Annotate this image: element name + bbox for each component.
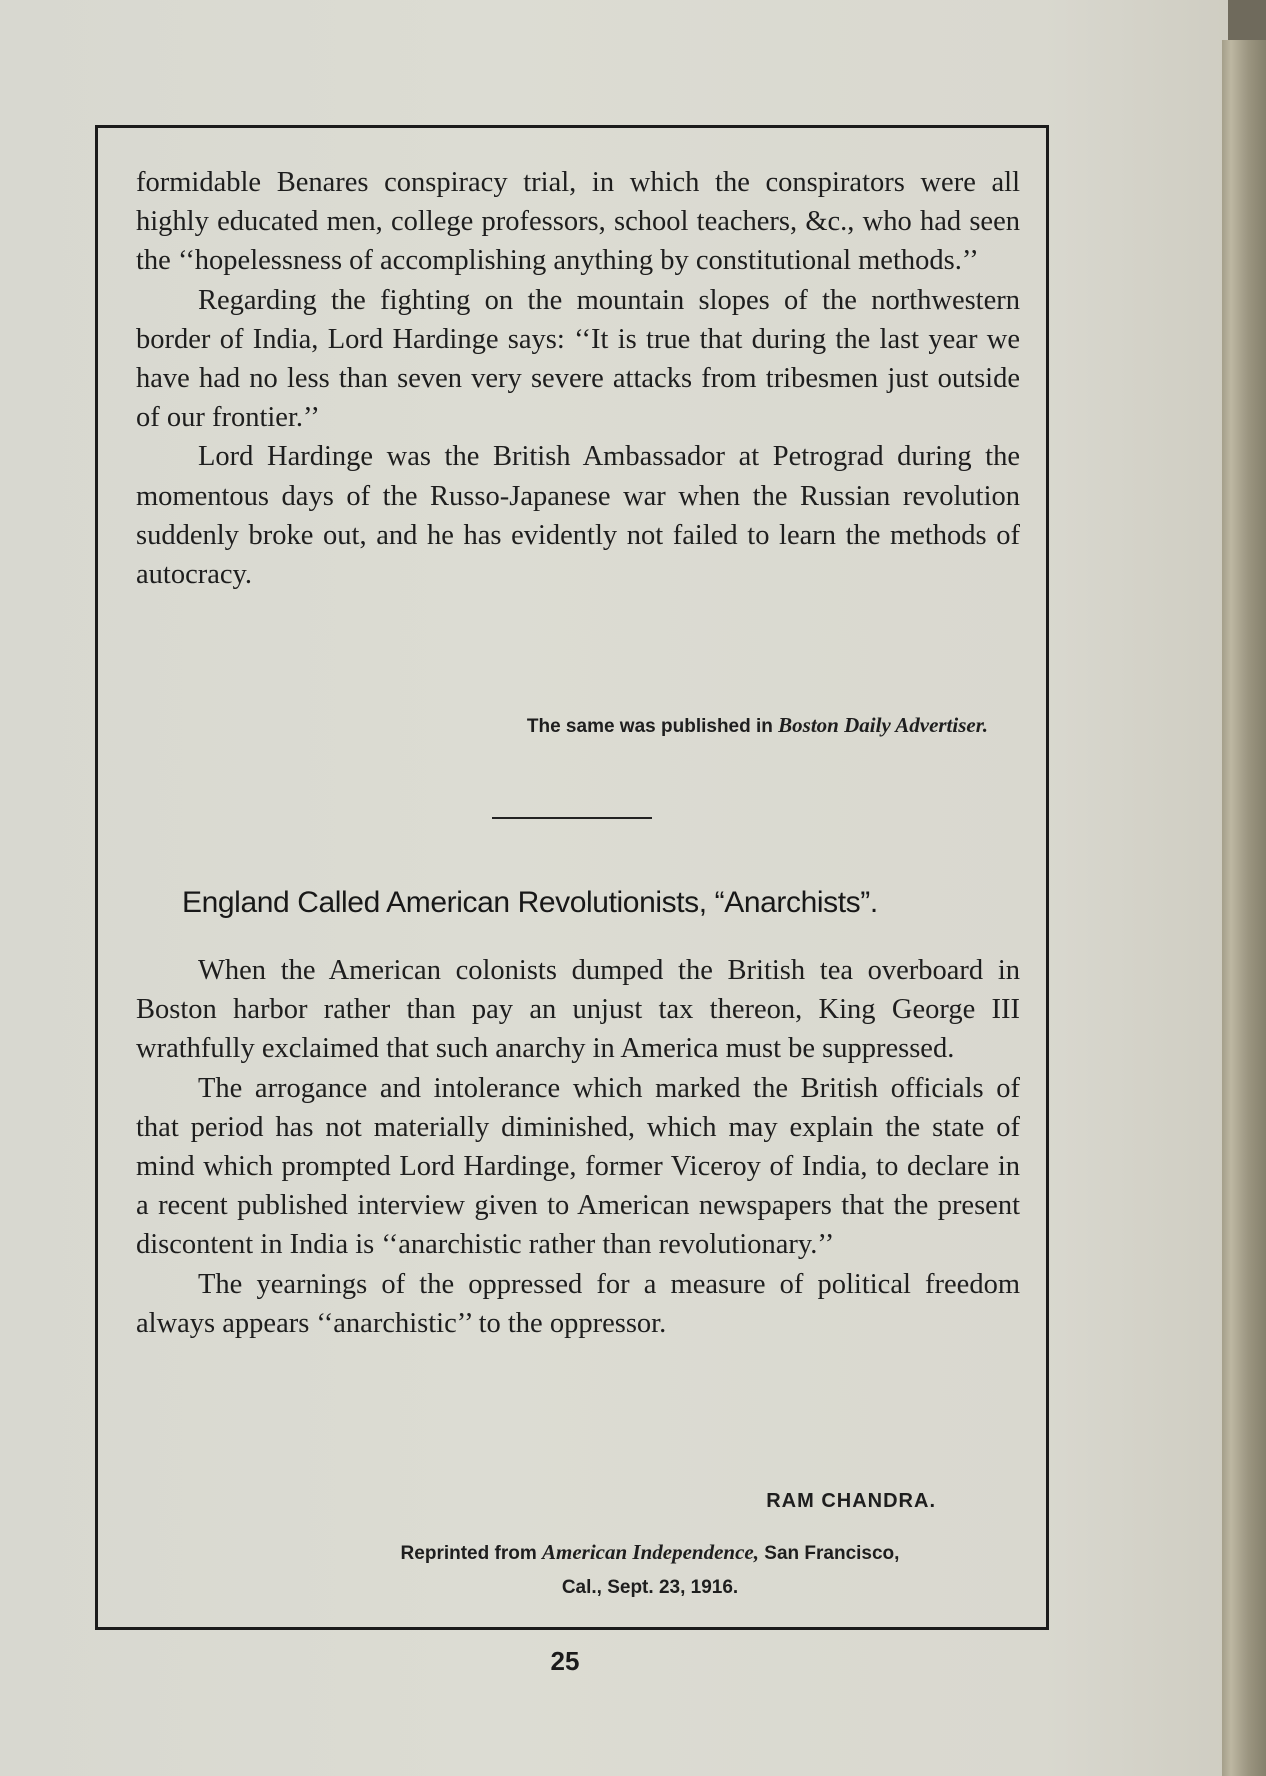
article1-body [136, 163, 1020, 594]
reprint-publication: American Independence, [542, 1540, 759, 1564]
article1-source-line [136, 713, 988, 738]
article2-body [136, 951, 1020, 1343]
reprint-note [280, 1535, 1020, 1605]
article1-paragraph-1: formidable Benares conspiracy trial, in which the conspirators were all highly educated men, college professors, school teachers, &c., who had seen the ‘‘hopelessness of accomplishing anything by constitutional methods.’’ [136, 167, 1020, 277]
article1-paragraph-3: Lord Hardinge was the British Ambassador at Petrograd during the momentous days of the Russo-Japanese war when the Russian revolution suddenly broke out, and he has evidently not failed to learn the methods of autocracy. [136, 441, 1020, 591]
reprint-date: Cal., Sept. 23, 1916. [561, 1577, 739, 1598]
article2-paragraph-3: The yearnings of the oppressed for a measure of political freedom always appears ‘‘anarchistic’’ to the oppressor. [136, 1268, 1020, 1339]
author-signature: RAM CHANDRA. [766, 1490, 936, 1512]
section-divider [492, 817, 652, 819]
reprint-line-1 [280, 1535, 1020, 1571]
article2-paragraph-1: When the American colonists dumped the British tea overboard in Boston harbor rather than pay an unjust tax thereon, King George III wrathfully exclaimed that such anarchy in America must be suppressed. [136, 955, 1020, 1065]
source-prefix: The same was published in [526, 716, 773, 737]
binding-edge [1222, 40, 1266, 1776]
article2-paragraph-2: The arrogance and intolerance which marked the British officials of that period has not materially diminished, which may explain the state of mind which prompted Lord Hardinge, former Viceroy of India, to declare in a recent published interview given to American newspapers that the present discontent in India is ‘‘anarchistic rather than revolutionary.’’ [136, 1072, 1020, 1261]
article2-heading: England Called American Revolutionists, “Anarchists”. [182, 886, 878, 919]
article1-paragraph-2: Regarding the fighting on the mountain slopes of the northwestern border of India, Lord Hardinge says: ‘‘It is true that during the last year we have had no less than seven very severe attacks from tribesmen just outside of our frontier.’’ [136, 284, 1020, 434]
reprint-place: San Francisco, [764, 1543, 900, 1564]
reprint-prefix: Reprinted from [400, 1543, 537, 1564]
source-publication: Boston Daily Advertiser. [778, 713, 988, 737]
page-number: 25 [550, 1646, 580, 1676]
